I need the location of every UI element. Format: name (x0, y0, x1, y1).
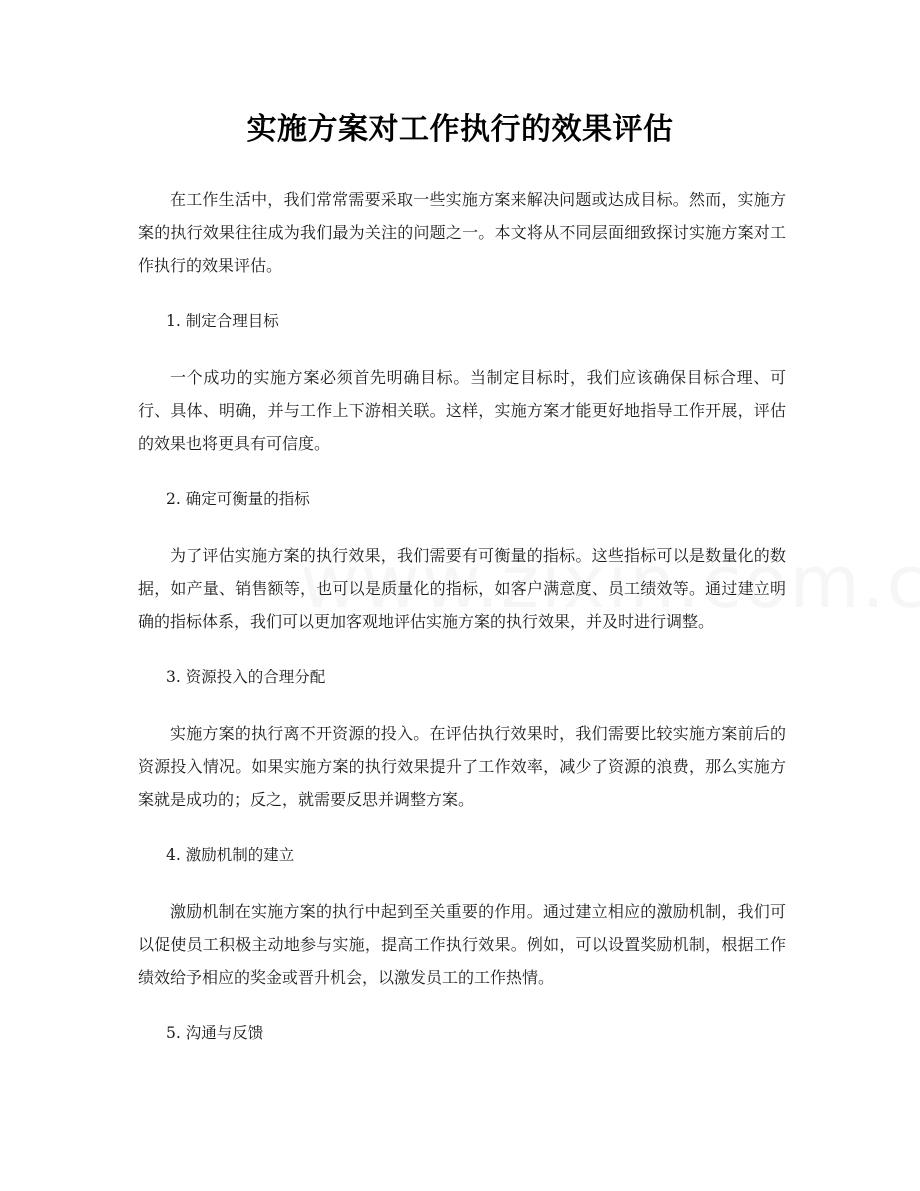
section-heading-4: 4. 激励机制的建立 (166, 846, 295, 864)
paragraph-section-4: 激励机制在实施方案的执行中起到至关重要的作用。通过建立相应的激励机制，我们可以促使员工积极主动地参与实施，提高工作执行效果。例如，可以设置奖励机制，根据工作绩效给予相应的奖金或晋升机会，以激发员工的工作热情。 (138, 902, 786, 987)
section-heading-5: 5. 沟通与反馈 (166, 1024, 264, 1042)
paragraph-intro: 在工作生活中，我们常常需要采取一些实施方案来解决问题或达成目标。然而，实施方案的执行效果往往成为我们最为关注的问题之一。本文将从不同层面细致探讨实施方案对工作执行的效果评估。 (138, 190, 786, 275)
section-heading-3: 3. 资源投入的合理分配 (166, 668, 326, 686)
document-body (138, 183, 786, 1073)
section-heading-1: 1. 制定合理目标 (166, 312, 279, 330)
document-title: 实施方案对工作执行的效果评估 (246, 112, 674, 147)
paragraph-section-3: 实施方案的执行离不开资源的投入。在评估执行效果时，我们需要比较实施方案前后的资源投入情况。如果实施方案的执行效果提升了工作效率，减少了资源的浪费，那么实施方案就是成功的；反之，就需要反思并调整方案。 (138, 724, 786, 809)
paragraph-section-1: 一个成功的实施方案必须首先明确目标。当制定目标时，我们应该确保目标合理、可行、具体、明确，并与工作上下游相关联。这样，实施方案才能更好地指导工作开展，评估的效果也将更具有可信度。 (138, 368, 786, 453)
section-heading-2: 2. 确定可衡量的指标 (166, 490, 310, 508)
paragraph-section-2: 为了评估实施方案的执行效果，我们需要有可衡量的指标。这些指标可以是数量化的数据，如产量、销售额等，也可以是质量化的指标，如客户满意度、员工绩效等。通过建立明确的指标体系，我们可以更加客观地评估实施方案的执行效果，并及时进行调整。 (138, 546, 786, 631)
